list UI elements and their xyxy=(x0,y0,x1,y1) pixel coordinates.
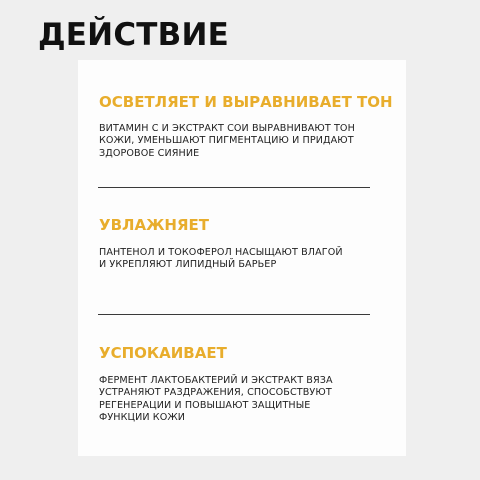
benefits-card xyxy=(78,60,406,456)
section-text xyxy=(99,247,399,272)
section-text xyxy=(99,375,399,424)
text-line: ЗДОРОВОЕ СИЯНИЕ xyxy=(99,147,200,159)
benefit-section-moisturizing xyxy=(99,216,399,272)
section-heading: УВЛАЖНЯЕТ xyxy=(99,216,210,234)
section-divider xyxy=(98,314,370,315)
text-line: РЕГЕНЕРАЦИИ И ПОВЫШАЮТ ЗАЩИТНЫЕ xyxy=(99,399,311,411)
text-line: ФУНКЦИИ КОЖИ xyxy=(99,411,186,423)
text-line: УСТРАНЯЮТ РАЗДРАЖЕНИЯ, СПОСОБСТВУЮТ xyxy=(99,387,332,399)
text-line: КОЖИ, УМЕНЬШАЮТ ПИГМЕНТАЦИЮ И ПРИДАЮТ xyxy=(99,135,354,147)
text-line: И УКРЕПЛЯЮТ ЛИПИДНЫЙ БАРЬЕР xyxy=(99,259,277,271)
section-divider xyxy=(98,187,370,188)
page-title: ДЕЙСТВИЕ xyxy=(38,17,229,53)
section-heading: ОСВЕТЛЯЕТ И ВЫРАВНИВАЕТ ТОН xyxy=(99,93,393,111)
text-line: ФЕРМЕНТ ЛАКТОБАКТЕРИЙ И ЭКСТРАКТ ВЯЗА xyxy=(99,375,333,386)
text-line: ПАНТЕНОЛ И ТОКОФЕРОЛ НАСЫЩАЮТ ВЛАГОЙ xyxy=(99,247,343,258)
benefit-section-brightening xyxy=(99,93,399,160)
text-line: ВИТАМИН С И ЭКСТРАКТ СОИ ВЫРАВНИВАЮТ ТОН xyxy=(99,123,355,134)
section-heading: УСПОКАИВАЕТ xyxy=(99,344,227,362)
section-text xyxy=(99,123,399,160)
benefit-section-soothing xyxy=(99,344,399,424)
